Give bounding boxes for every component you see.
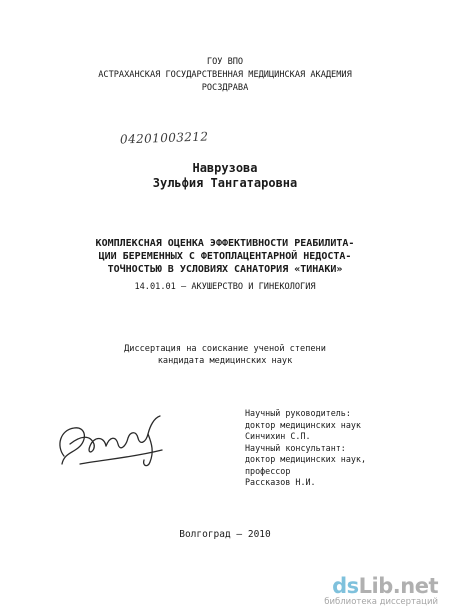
handwritten-signature: [50, 406, 170, 476]
author-name: [0, 161, 450, 191]
title-line: КОМПЛЕКСНАЯ ОЦЕНКА ЭФФЕКТИВНОСТИ РЕАБИЛИТА-: [95, 238, 355, 249]
supervisor-line: Синчихин С.П.: [245, 431, 311, 441]
degree-line: Диссертация на соискание ученой степени: [124, 344, 326, 354]
institution-header: [0, 56, 450, 95]
dslib-watermark[interactable]: [324, 576, 438, 608]
degree-line: кандидата медицинских наук: [157, 356, 293, 366]
consultant-line: профессор: [245, 465, 291, 476]
author-given-names: Зульфия Тангатаровна: [152, 176, 298, 190]
consultant-line: Научный консультант:: [245, 442, 346, 453]
institution-line: РОСЗДРАВА: [201, 83, 249, 93]
logo-part-lib: Lib.net: [358, 574, 438, 598]
title-line: ЦИИ БЕРЕМЕННЫХ С ФЕТОПЛАЦЕНТАРНОЙ НЕДОСТА-: [98, 251, 352, 262]
institution-line: ГОУ ВПО: [206, 57, 244, 67]
supervisor-line: Научный руководитель:: [245, 408, 351, 418]
handwritten-registration-number: 04201003212: [119, 129, 209, 147]
dissertation-title: [0, 237, 450, 276]
supervisors-block: [245, 408, 366, 489]
author-surname: Наврузова: [192, 161, 258, 175]
consultant-line: доктор медицинских наук,: [245, 454, 367, 464]
watermark-caption: библиотека диссертаций: [324, 597, 438, 607]
degree-statement: [0, 343, 450, 367]
consultant-line: Рассказов Н.И.: [245, 477, 316, 487]
supervisor-line: доктор медицинских наук: [245, 419, 361, 430]
logo-part-ds: ds: [332, 574, 359, 598]
specialty-code: 14.01.01 – АКУШЕРСТВО И ГИНЕКОЛОГИЯ: [134, 282, 316, 292]
dslib-logo: [324, 576, 438, 597]
title-line: ТОЧНОСТЬЮ В УСЛОВИЯХ САНАТОРИЯ «ТИНАКИ»: [107, 264, 343, 275]
city-year: Волгоград – 2010: [179, 529, 271, 540]
institution-line: АСТРАХАНСКАЯ ГОСУДАРСТВЕННАЯ МЕДИЦИНСКАЯ АКАДЕМИЯ: [98, 70, 352, 80]
